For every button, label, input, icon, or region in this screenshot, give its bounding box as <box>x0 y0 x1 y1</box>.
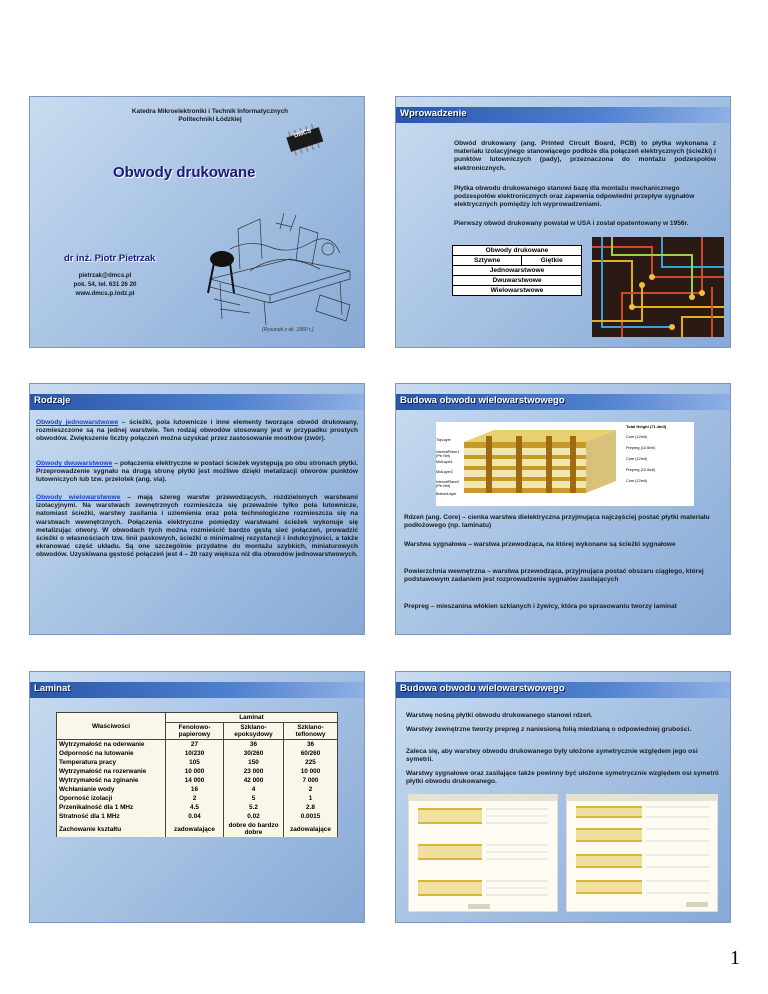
types-paragraph-double <box>36 460 358 485</box>
laminate-cell: 5.2 <box>223 803 283 812</box>
properties-header: Właściwości <box>57 713 166 740</box>
laminate-cell: 2 <box>283 785 337 794</box>
laminate-row <box>57 749 338 758</box>
single-layer-text: – ścieżki, pola lutownicze i inne elementy tworzące obwód drukowany, rozmieszczone są na jednej warstwie. Ten rodzaj obwodów stosowany jest w przypadku prostych obwodów. Zwiększenie liczby połączeń można uzyskać przez zastosowanie mostków (zwór). <box>36 419 358 443</box>
left-label: MidLayer2 <box>436 470 453 474</box>
laminate-row <box>57 794 338 803</box>
slide-title <box>30 97 364 347</box>
single-layer-link[interactable]: Obwody jednowarstwowe <box>36 419 119 426</box>
laminate-property-name: Odporność na lutowanie <box>57 749 166 758</box>
core-description: Rdzeń (ang. Core) – cienka warstwa dielektryczna przyjmująca najczęściej postać płytki materiału podłożowego (np. laminatu) <box>404 514 710 530</box>
laminate-row <box>57 758 338 767</box>
left-label: MidLayer1 <box>436 460 453 464</box>
laminate-property-name: Wchłanianie wody <box>57 785 166 794</box>
laminate-row <box>57 767 338 776</box>
right-label: Core (12mil) <box>626 479 647 483</box>
laminate-cell: 16 <box>166 785 224 794</box>
laminate-property-name: Oporność izolacji <box>57 794 166 803</box>
laminate-row <box>57 776 338 785</box>
layer-stack-diagram <box>436 422 694 506</box>
slide-title-bar <box>396 394 730 410</box>
intro-paragraph-3: Pierwszy obwód drukowany powstał w USA i został opatentowany w 1956r. <box>454 220 689 227</box>
laminate-cell: 0.02 <box>223 812 283 821</box>
signal-layer-description: Warstwa sygnałowa – warstwa przewodząca, na której wykonane są ścieżki sygnałowe <box>404 541 676 548</box>
dmcs-chip-logo <box>282 123 328 157</box>
multi-layer-link[interactable]: Obwody wielowarstwowe <box>36 494 121 501</box>
laminate-property-name: Zachowanie kształtu <box>57 821 166 837</box>
slide-multilayer-structure-2 <box>396 672 730 922</box>
types-paragraph-multi <box>36 494 358 560</box>
layer-stack-svg <box>464 428 616 500</box>
pcb-col-flexible: Giętkie <box>522 256 582 266</box>
laminate-cell: zadowalające <box>166 821 224 837</box>
contact-email[interactable]: pietrzak@dmcs.pl <box>78 272 132 279</box>
laminate-cell: dobre do bardzo dobre <box>223 821 283 837</box>
slide-multilayer-structure <box>396 384 730 634</box>
laminate-cell: 2 <box>166 794 224 803</box>
right-label: Prepreg (12.6mil) <box>626 446 656 450</box>
laminate-property-name: Temperatura pracy <box>57 758 166 767</box>
slide-heading: Rodzaje <box>34 395 71 406</box>
laminate-cell: 36 <box>283 740 337 750</box>
laminate-col-header: Szklano-teflonowy <box>283 723 337 740</box>
pcb-col-rigid: Sztywne <box>453 256 522 266</box>
laminate-cell: 5 <box>223 794 283 803</box>
laminate-cell: 27 <box>166 740 224 750</box>
right-label: Prepreg (12.6mil) <box>626 468 656 472</box>
laminate-cell: 42 000 <box>223 776 283 785</box>
slide-title-bar <box>30 394 364 410</box>
laminate-cell: 23 000 <box>223 767 283 776</box>
pcb-photo <box>592 237 724 337</box>
laminate-cell: 0.0015 <box>283 812 337 821</box>
laminate-cell: 7 000 <box>283 776 337 785</box>
laminate-table-body <box>57 740 338 838</box>
laminate-cell: 225 <box>283 758 337 767</box>
slide-heading: Laminat <box>34 683 71 694</box>
laminate-property-name: Wytrzymałość na rozerwanie <box>57 767 166 776</box>
inner-plane-description: Powierzchnia wewnętrzna – warstwa przewodząca, przyjmująca postać obszaru ciągłego, której podstawowym zadaniem jest rozprowadzenie sygnałów zasilających <box>404 568 704 584</box>
laminate-cell: 105 <box>166 758 224 767</box>
stackup-screenshot-left <box>408 794 558 912</box>
laminate-cell: zadowalające <box>283 821 337 837</box>
laminate-cell: 10 000 <box>166 767 224 776</box>
right-label: Core (12mil) <box>626 435 647 439</box>
structure-paragraph-1: Warstwę nośną płytki obwodu drukowanego stanowi rdzeń. <box>406 712 593 719</box>
laminate-cell: 4.5 <box>166 803 224 812</box>
laminate-group-header: Laminat <box>166 713 338 723</box>
laminate-row <box>57 740 338 750</box>
slide-title-bar <box>396 107 730 123</box>
laminate-property-name: Przenikalność dla 1 MHz <box>57 803 166 812</box>
contact-website[interactable]: www.dmcs.p.lodz.pl <box>75 290 135 297</box>
pcb-types-table <box>452 245 582 296</box>
logo-text: DMCS <box>293 128 313 140</box>
double-layer-text: – połączenia elektryczne w postaci ścieżek występują po obu stronach płytki. Przeprowadzenie sygnału na drugą stronę płytki jest możliwe dzięki metalizacji otworów punktów lutowniczych lub tzw. przelotek (ang. via). <box>36 460 358 484</box>
laminate-cell: 60/260 <box>283 749 337 758</box>
workbench-sketch <box>200 209 358 327</box>
intro-paragraph-2: Płytka obwodu drukowanego stanowi bazę dla montażu mechanicznego podzespołów elektronicznych oraz zapewnia odpowiedni przepływ sygnałów elektrycznych pomiędzy ich wyprowadzeniami. <box>454 185 695 209</box>
laminate-cell: 10 000 <box>283 767 337 776</box>
stackup-screenshot-right <box>566 794 718 912</box>
slide-title-bar <box>396 682 730 698</box>
laminate-col-header: Fenolowo-papierowy <box>166 723 224 740</box>
structure-paragraph-2: Warstwy zewnętrzne tworzy prepreg z naniesioną folią miedzianą o odpowiedniej grubości. <box>406 726 692 733</box>
laminate-col-header: Szklano-epoksydowy <box>223 723 283 740</box>
right-label: Total Height (71.4mil) <box>626 424 667 429</box>
laminate-cell: 14 000 <box>166 776 224 785</box>
laminate-cell: 4 <box>223 785 283 794</box>
institution: Katedra Mikroelektroniki i Technik Informatycznych Politechniki Łódzkiej <box>131 108 289 124</box>
structure-paragraph-3: Zaleca się, aby warstwy obwodu drukowanego były ułożone symetrycznie względem jego osi symetrii. <box>406 748 698 764</box>
types-paragraph-single <box>36 419 358 444</box>
laminate-cell: 30/260 <box>223 749 283 758</box>
slide-laminate <box>30 672 364 922</box>
presentation-title: Obwody drukowane <box>113 164 256 181</box>
laminate-property-name: Wytrzymałość na zginanie <box>57 776 166 785</box>
laminate-property-name: Wytrzymałość na oderwanie <box>57 740 166 750</box>
author-name: dr inż. Piotr Pietrzak <box>64 253 156 264</box>
laminate-row <box>57 785 338 794</box>
laminate-cell: 2.8 <box>283 803 337 812</box>
slide-heading: Budowa obwodu wielowarstwowego <box>400 395 565 406</box>
pcb-row: Jednowarstwowe <box>453 266 582 276</box>
laminate-row <box>57 821 338 837</box>
pcb-row: Wielowarstwowe <box>453 286 582 296</box>
intro-paragraph-1: Obwód drukowany (ang. Printed Circuit Board, PCB) to płytka wykonana z materiału izolacyjnego stanowiącego podłoże dla połączeń elektrycznych (ścieżki) i punktów lutowniczych (pady), przeznaczona do montażu podzespołów elektronicznych. <box>454 140 716 172</box>
laminate-property-name: Stratność dla 1 MHz <box>57 812 166 821</box>
pcb-table-header: Obwody drukowane <box>453 246 582 256</box>
left-label: InternalPlane1 (Pin Net) <box>436 450 460 458</box>
slide-types <box>30 384 364 634</box>
laminate-cell: 0.04 <box>166 812 224 821</box>
page-number: 1 <box>730 947 740 969</box>
laminate-row <box>57 812 338 821</box>
right-label: Core (12mil) <box>626 457 647 461</box>
slide-heading: Budowa obwodu wielowarstwowego <box>400 683 565 694</box>
left-label: BottomLayer <box>436 492 457 496</box>
laminate-cell: 150 <box>223 758 283 767</box>
multi-layer-text: – mają szereg warstw przewodzących, rozdzielonych warstwami izolacyjnymi. Na warstwach zewnętrznych rozmieszcza się przeważnie tylko pola lutownicze, natomiast ścieżki, warstwy zasilania i uziemienia oraz pola technologiczne rozmieszcza się na warstwach wewnętrznych. Połączenia elektryczne pomiędzy warstwami ścieżek wykonuje się metalizując otwory. W obwodach tych można rozmieścić bardzo gęstą sieć połączeń, prowadzić ścieżki o własnościach tzw. linii paskowych, ścieżki o minimalnej rezystancji i indukcyjności, a także ekranować część układu. Są one szczególnie przydatne do montażu szybkich, miniaturowych obwodów. Uzyskiwana gęstość połączeń jest 4 – 20 razy większa niż dla obwodów jednowarstwowych. <box>36 494 359 559</box>
slide-title-bar <box>30 682 364 698</box>
laminate-cell: 10/230 <box>166 749 224 758</box>
pcb-row: Dwuwarstwowe <box>453 276 582 286</box>
laminate-row <box>57 803 338 812</box>
structure-paragraph-4: Warstwy sygnałowe oraz zasilające także powinny być ułożone symetrycznie względem osi symetrii płytki obwodu drukowanego. <box>406 770 719 786</box>
double-layer-link[interactable]: Obwody dwuwarstwowe <box>36 460 113 467</box>
left-label: TopLayer <box>436 438 451 442</box>
contact-room-phone: pok. 54, tel. 631 26 20 <box>73 281 137 288</box>
sketch-caption: (Rysunek z ok. 1960 r.) <box>262 327 314 333</box>
laminate-cell: 36 <box>223 740 283 750</box>
slide-introduction <box>396 97 730 347</box>
laminate-cell: 1 <box>283 794 337 803</box>
laminate-table <box>56 712 338 837</box>
prepreg-description: Prepreg – mieszanina włókien szklanych i żywicy, która po sprasowaniu tworzy laminat <box>404 603 677 610</box>
left-label: InternalPlane2 (Pin Net) <box>436 480 460 488</box>
slide-heading: Wprowadzenie <box>400 108 467 119</box>
